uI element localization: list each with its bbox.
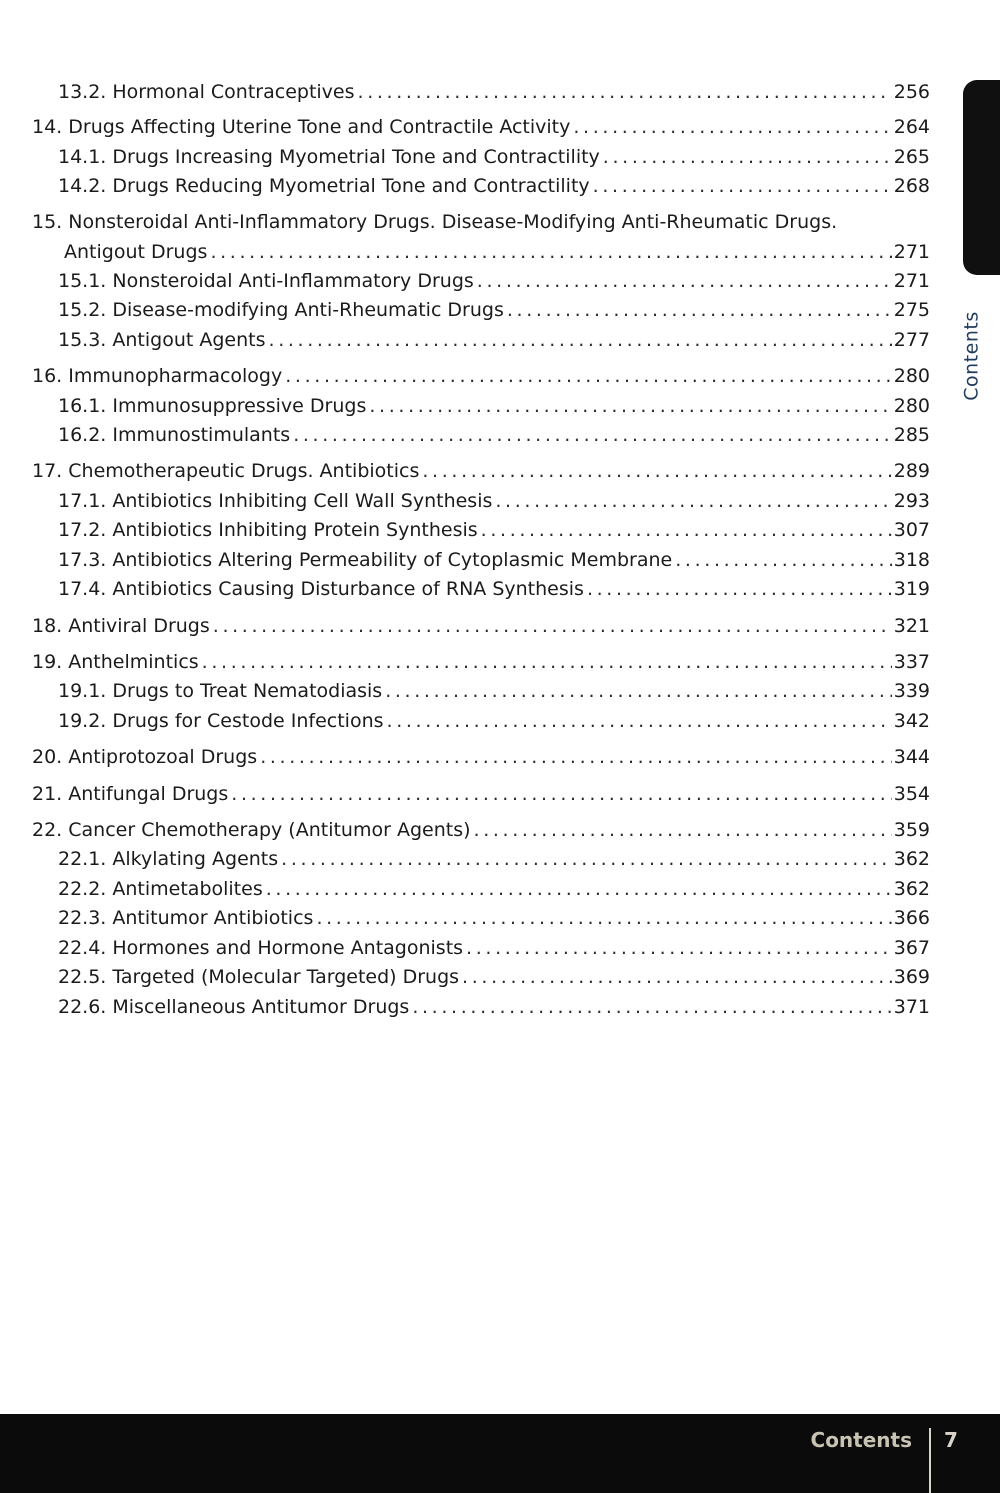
dot-leader (675, 545, 892, 575)
toc-entry[interactable] (32, 815, 930, 845)
toc-entry[interactable] (58, 325, 930, 355)
dot-leader (412, 992, 891, 1022)
toc-entry[interactable] (58, 962, 930, 992)
toc-entry[interactable] (58, 515, 930, 545)
toc-entry-page: 371 (893, 996, 930, 1018)
toc-entry-page: 339 (893, 680, 930, 702)
toc-entry[interactable] (58, 391, 930, 421)
toc-entry-title: 15.3. Antigout Agents (58, 329, 266, 351)
toc-entry-title: 17.4. Antibiotics Causing Disturbance of RNA Synthesis (58, 578, 584, 600)
toc-entry[interactable] (32, 742, 930, 772)
toc-entry-title: 22.3. Antitumor Antibiotics (58, 907, 314, 929)
toc-entry[interactable] (58, 874, 930, 904)
toc-entry-title: 21. Antifungal Drugs (32, 783, 229, 805)
dot-leader (369, 391, 891, 421)
toc-entry-title: 19.2. Drugs for Cestode Infections (58, 710, 384, 732)
footer-divider (929, 1428, 931, 1493)
toc-entry[interactable] (32, 647, 930, 677)
dot-leader (573, 112, 891, 142)
toc-entry-title: 20. Antiprotozoal Drugs (32, 746, 258, 768)
dot-leader (285, 361, 891, 391)
toc-entry-page: 344 (893, 746, 930, 768)
toc-entry[interactable] (58, 844, 930, 874)
toc-entry-page: 289 (893, 460, 930, 482)
toc-entry[interactable] (58, 992, 930, 1022)
toc-entry-title: 22.6. Miscellaneous Antitumor Drugs (58, 996, 410, 1018)
toc-entry-title: 18. Antiviral Drugs (32, 615, 210, 637)
toc-entry-page: 362 (893, 848, 930, 870)
page-number: 7 (944, 1428, 958, 1452)
toc-entry-page: 318 (893, 549, 930, 571)
side-section-label: Contents (961, 311, 983, 401)
toc-entry[interactable] (32, 361, 930, 391)
dot-leader (266, 874, 892, 904)
toc-entry-page: 369 (893, 966, 930, 988)
toc-entry-page: 271 (893, 241, 930, 263)
toc-entry-page: 337 (893, 651, 930, 673)
toc-entry-page: 362 (893, 878, 930, 900)
toc-entry-page: 268 (893, 175, 930, 197)
toc-entry[interactable] (58, 142, 930, 172)
toc-entry[interactable] (58, 706, 930, 736)
toc-entry-title: 22. Cancer Chemotherapy (Antitumor Agents) (32, 819, 471, 841)
toc-entry-page: 280 (893, 395, 930, 417)
toc-entry-heading[interactable]: 15. Nonsteroidal Anti-Inflammatory Drugs. Disease-Modifying Anti-Rheumatic Drugs. (32, 211, 838, 233)
toc-entry-title: 16.2. Immunostimulants (58, 424, 291, 446)
dot-leader (507, 295, 892, 325)
dot-leader (593, 171, 892, 201)
dot-leader (474, 815, 892, 845)
toc-entry-title: 22.2. Antimetabolites (58, 878, 263, 900)
toc-entry-page: 366 (893, 907, 930, 929)
toc-entry-title: 22.4. Hormones and Hormone Antagonists (58, 937, 464, 959)
dot-leader (281, 844, 892, 874)
dot-leader (387, 706, 892, 736)
toc-entry-page: 280 (893, 365, 930, 387)
toc-entry-title: 17.3. Antibiotics Altering Permeability of Cytoplasmic Membrane (58, 549, 673, 571)
toc-entry[interactable] (58, 77, 930, 107)
toc-entry[interactable] (58, 545, 930, 575)
toc-entry-title: 15.1. Nonsteroidal Anti-Inflammatory Drugs (58, 270, 474, 292)
dot-leader (260, 742, 892, 772)
dot-leader (495, 486, 891, 516)
toc-entry-title: 17.2. Antibiotics Inhibiting Protein Synthesis (58, 519, 478, 541)
toc-entry-title: 16. Immunopharmacology (32, 365, 283, 387)
toc-entry-page: 264 (893, 116, 930, 138)
toc-entry[interactable] (58, 933, 930, 963)
toc-entry[interactable] (58, 420, 930, 450)
toc-entry-title: 14.1. Drugs Increasing Myometrial Tone and Contractility (58, 146, 600, 168)
toc-entry-title: 14.2. Drugs Reducing Myometrial Tone and Contractility (58, 175, 590, 197)
toc-entry-title: 16.1. Immunosuppressive Drugs (58, 395, 367, 417)
toc-entry[interactable] (58, 574, 930, 604)
dot-leader (202, 647, 892, 677)
page-footer (0, 1414, 1000, 1493)
toc-entry-title: 17.1. Antibiotics Inhibiting Cell Wall Synthesis (58, 490, 493, 512)
dot-leader (293, 420, 892, 450)
toc-entry[interactable] (58, 266, 930, 296)
toc-entry-page: 285 (893, 424, 930, 446)
toc-entry-page: 307 (893, 519, 930, 541)
toc-entry-title: 19. Anthelmintics (32, 651, 199, 673)
footer-section-title: Contents (810, 1428, 912, 1452)
toc-entry-page: 359 (893, 819, 930, 841)
toc-entry-page: 256 (893, 81, 930, 103)
toc-entry-title: 15.2. Disease-modifying Anti-Rheumatic Drugs (58, 299, 504, 321)
dot-leader (231, 779, 891, 809)
dot-leader (422, 456, 891, 486)
toc-entry-title: 19.1. Drugs to Treat Nematodiasis (58, 680, 383, 702)
toc-entry[interactable] (58, 676, 930, 706)
toc-entry-page: 271 (893, 270, 930, 292)
dot-leader (210, 237, 891, 267)
toc-entry-page: 367 (893, 937, 930, 959)
toc-entry-title: 22.1. Alkylating Agents (58, 848, 279, 870)
dot-leader (477, 266, 892, 296)
toc-entry-title: Antigout Drugs (64, 241, 208, 263)
toc-entry-page: 319 (893, 578, 930, 600)
toc-entry-title: 14. Drugs Affecting Uterine Tone and Contractile Activity (32, 116, 571, 138)
toc-entry[interactable] (58, 486, 930, 516)
toc-entry[interactable] (32, 611, 930, 641)
dot-leader (269, 325, 892, 355)
section-tab-marker (963, 80, 1000, 275)
toc-entry-title: 22.5. Targeted (Molecular Targeted) Drugs (58, 966, 460, 988)
toc-entry[interactable] (58, 171, 930, 201)
dot-leader (462, 962, 892, 992)
toc-entry[interactable] (32, 456, 930, 486)
dot-leader (481, 515, 892, 545)
toc-entry-page: 342 (893, 710, 930, 732)
toc-entry-page: 275 (893, 299, 930, 321)
dot-leader (358, 77, 892, 107)
dot-leader (316, 903, 891, 933)
dot-leader (213, 611, 892, 641)
toc-entry-page: 293 (893, 490, 930, 512)
toc-entry-title: 17. Chemotherapeutic Drugs. Antibiotics (32, 460, 420, 482)
toc-entry-page: 277 (893, 329, 930, 351)
toc-entry[interactable] (58, 903, 930, 933)
dot-leader (587, 574, 892, 604)
toc-entry[interactable] (58, 295, 930, 325)
toc-entry-page: 265 (893, 146, 930, 168)
toc-entry[interactable] (32, 112, 930, 142)
toc-entry[interactable] (32, 779, 930, 809)
toc-entry-page: 321 (893, 615, 930, 637)
dot-leader (385, 676, 892, 706)
toc-entry-page: 354 (893, 783, 930, 805)
toc-entry[interactable] (64, 237, 930, 267)
toc-entry-title: 13.2. Hormonal Contraceptives (58, 81, 355, 103)
dot-leader (466, 933, 892, 963)
dot-leader (603, 142, 892, 172)
